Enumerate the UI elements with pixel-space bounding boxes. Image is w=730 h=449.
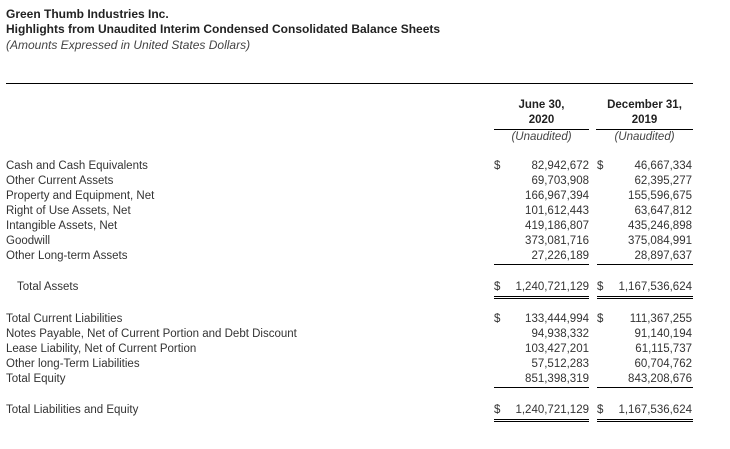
header-divider (6, 83, 693, 84)
total-double-underline (597, 296, 693, 299)
report-title: Highlights from Unaudited Interim Condensed Consolidated Balance Sheets (6, 22, 441, 36)
value-june-2020: 69,703,908 (531, 175, 589, 187)
value-june-2020: 101,612,443 (525, 205, 589, 217)
value-june-2020: 94,938,332 (531, 328, 589, 340)
value-december-2019: 61,115,737 (635, 343, 692, 355)
value-june-2020: 57,512,283 (531, 358, 589, 370)
total-double-underline (597, 419, 693, 422)
column-header-june-2020 (494, 98, 589, 145)
row-label: Intangible Assets, Net (6, 220, 118, 232)
row-label: Goodwill (6, 235, 51, 247)
value-december-2019: 435,246,898 (628, 220, 692, 232)
row-label: Other Long-term Assets (6, 250, 128, 262)
value-december-2019: 1,167,536,624 (618, 281, 692, 293)
currency-symbol: $ (597, 404, 604, 416)
value-december-2019: 46,667,334 (634, 160, 692, 172)
table-row (0, 357, 730, 372)
value-december-2019: 375,084,991 (628, 235, 692, 247)
row-label: Other long-Term Liabilities (6, 358, 140, 370)
value-december-2019: 111,367,255 (629, 313, 692, 325)
total-liabilities-equity-row (0, 403, 730, 418)
row-label: Total Liabilities and Equity (6, 404, 139, 416)
value-june-2020: 851,398,319 (525, 373, 589, 385)
currency-symbol: $ (494, 281, 501, 293)
column-header-line1: December 31, (607, 99, 682, 111)
table-row (0, 174, 730, 189)
table-row (0, 372, 730, 387)
row-label: Total Assets (17, 281, 79, 293)
subtotal-underline (494, 387, 589, 388)
currency-symbol: $ (597, 281, 604, 293)
value-june-2020: 82,942,672 (531, 160, 589, 172)
table-row (0, 159, 730, 174)
column-header-line2: 2019 (631, 114, 658, 126)
row-label: Notes Payable, Net of Current Portion and Debt Discount (6, 328, 297, 340)
table-row (0, 219, 730, 234)
subtotal-underline (597, 387, 693, 388)
total-double-underline (494, 419, 589, 422)
value-june-2020: 1,240,721,129 (515, 404, 589, 416)
value-december-2019: 843,208,676 (628, 373, 692, 385)
value-june-2020: 133,444,994 (525, 313, 589, 325)
currency-note: (Amounts Expressed in United States Dollars) (6, 38, 251, 52)
table-row (0, 342, 730, 357)
table-row (0, 249, 730, 264)
column-header-line2: 2020 (528, 114, 555, 126)
row-label: Other Current Assets (6, 175, 114, 187)
table-row (0, 234, 730, 249)
total-double-underline (494, 296, 589, 299)
value-june-2020: 27,226,189 (531, 250, 589, 262)
value-december-2019: 1,167,536,624 (618, 404, 692, 416)
currency-symbol: $ (494, 313, 501, 325)
subtotal-underline (597, 264, 693, 265)
value-june-2020: 419,186,807 (525, 220, 589, 232)
value-june-2020: 373,081,716 (525, 235, 589, 247)
column-header-status: (Unaudited) (596, 129, 693, 145)
value-december-2019: 155,596,675 (628, 190, 692, 202)
currency-symbol: $ (597, 313, 604, 325)
column-header-line1: June 30, (518, 99, 565, 111)
value-june-2020: 1,240,721,129 (515, 281, 589, 293)
row-label: Total Current Liabilities (6, 313, 123, 325)
value-december-2019: 91,140,194 (634, 328, 692, 340)
row-label: Right of Use Assets, Net (6, 205, 131, 217)
value-june-2020: 166,967,394 (525, 190, 589, 202)
currency-symbol: $ (494, 404, 501, 416)
value-june-2020: 103,427,201 (525, 343, 589, 355)
table-row (0, 204, 730, 219)
value-december-2019: 28,897,637 (634, 250, 692, 262)
currency-symbol: $ (597, 160, 604, 172)
column-header-status: (Unaudited) (494, 129, 589, 145)
value-december-2019: 62,395,277 (634, 175, 692, 187)
company-name: Green Thumb Industries Inc. (6, 7, 169, 21)
subtotal-underline (494, 264, 589, 265)
table-row (0, 327, 730, 342)
row-label: Property and Equipment, Net (6, 190, 155, 202)
value-december-2019: 63,647,812 (634, 205, 692, 217)
row-label: Total Equity (6, 373, 66, 385)
table-row (0, 189, 730, 204)
row-label: Cash and Cash Equivalents (6, 160, 148, 172)
table-row (0, 312, 730, 327)
row-label: Lease Liability, Net of Current Portion (6, 343, 197, 355)
column-header-december-2019 (596, 98, 693, 145)
currency-symbol: $ (494, 160, 501, 172)
total-assets-row (0, 280, 730, 295)
value-december-2019: 60,704,762 (634, 358, 692, 370)
